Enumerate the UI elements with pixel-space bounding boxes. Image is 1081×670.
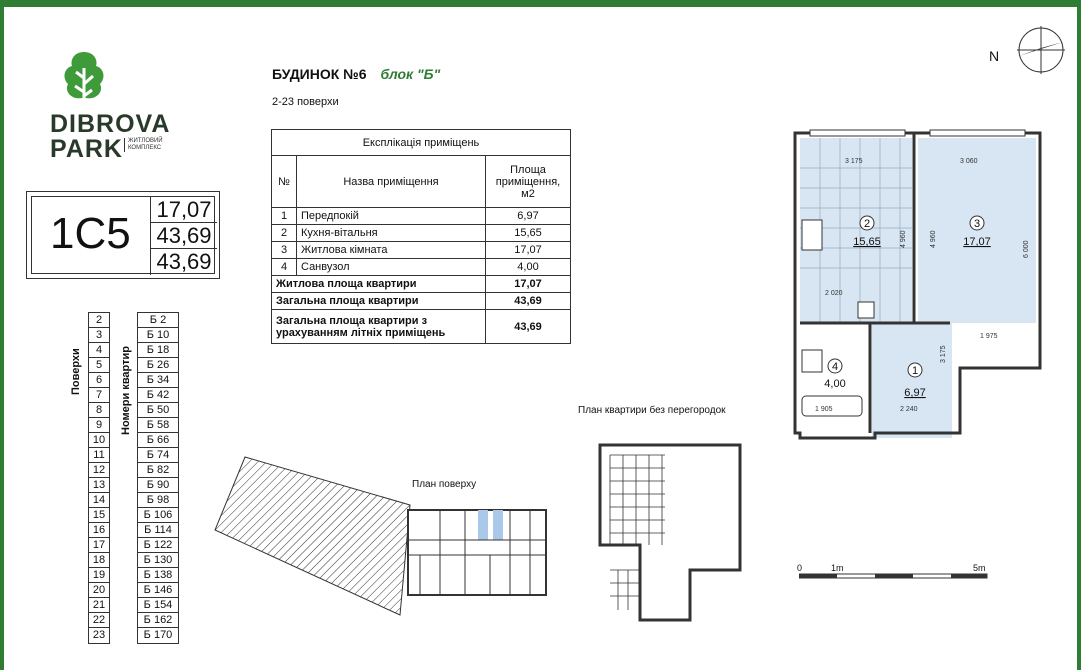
brand-name-line2: PARK — [50, 135, 123, 163]
row-area: 4,00 — [486, 259, 571, 276]
living-area-name: Житлова площа квартири — [272, 276, 486, 293]
apartment-item: Б 98 — [138, 493, 178, 508]
dim-label: 1 975 — [980, 333, 998, 340]
row-no: 2 — [272, 225, 297, 242]
apartment-item: Б 18 — [138, 343, 178, 358]
floors-label: Поверхи — [70, 348, 82, 395]
scale-one: 1m — [831, 563, 844, 573]
room-area: 4,00 — [824, 378, 846, 390]
tree-icon — [56, 48, 112, 108]
floor-item: 5 — [89, 358, 109, 373]
table-row — [272, 259, 571, 276]
row-name: Житлова кімната — [297, 242, 486, 259]
dim-label: 6 000 — [1023, 240, 1030, 258]
floor-item: 19 — [89, 568, 109, 583]
dim-label: 2 020 — [825, 290, 843, 297]
apartment-code-box — [26, 191, 220, 279]
dim-label: 4 960 — [930, 230, 937, 248]
floor-item: 23 — [92, 629, 106, 641]
brand-subtitle: ЖИТЛОВИЙ КОМПЛЕКС — [124, 138, 176, 152]
floor-range: 2-23 поверхи — [272, 96, 339, 108]
floor-item: 8 — [89, 403, 109, 418]
apartment-item: Б 106 — [138, 508, 178, 523]
scale-zero: 0 — [797, 563, 803, 573]
row-area: 6,97 — [486, 208, 571, 225]
col-name-header: Назва приміщення — [297, 156, 486, 208]
col-area-header: Площа приміщення, м2 — [486, 156, 571, 208]
apartment-item: Б 26 — [138, 358, 178, 373]
dim-label: 2 240 — [900, 406, 918, 413]
apartment-item: Б 66 — [138, 433, 178, 448]
row-no: 3 — [272, 242, 297, 259]
scale-five: 5m — [973, 563, 986, 573]
apartment-list — [137, 312, 179, 644]
floor-item: 2 — [89, 313, 109, 328]
row-area: 17,07 — [486, 242, 571, 259]
apartment-item: Б 130 — [138, 553, 178, 568]
compass-north-label: N — [989, 48, 1000, 64]
apartment-item: Б 170 — [143, 629, 173, 641]
table-row — [272, 225, 571, 242]
right-border — [1077, 0, 1081, 670]
living-area-total: 17,07 — [486, 276, 571, 293]
floor-item: 11 — [89, 448, 109, 463]
floor-item: 15 — [89, 508, 109, 523]
floor-item: 6 — [89, 373, 109, 388]
building-heading — [272, 66, 440, 82]
left-border — [0, 0, 4, 670]
table-row — [272, 208, 571, 225]
apartment-item: Б 50 — [138, 403, 178, 418]
row-area: 15,65 — [486, 225, 571, 242]
brand-name-line1: DIBROVA — [50, 110, 171, 138]
apartment-plan — [790, 128, 1042, 468]
compass-icon — [1005, 22, 1075, 78]
table-title: Експлікація приміщень — [272, 130, 571, 156]
total-summer-area-value: 43,69 — [156, 249, 212, 274]
apartment-item: Б 146 — [138, 583, 178, 598]
top-border — [0, 0, 1081, 7]
floor-item: 18 — [89, 553, 109, 568]
total-summer-total: 43,69 — [486, 310, 571, 344]
total-area-total: 43,69 — [486, 293, 571, 310]
apartment-item: Б 34 — [138, 373, 178, 388]
row-no: 1 — [272, 208, 297, 225]
floor-item: 21 — [89, 598, 109, 613]
room-area: 17,07 — [963, 236, 991, 248]
floor-plan-caption: План поверху — [412, 479, 477, 490]
apartment-item: Б 10 — [138, 328, 178, 343]
apartment-item: Б 162 — [138, 613, 178, 628]
floor-item: 7 — [89, 388, 109, 403]
room-number: 2 — [863, 218, 871, 230]
dim-label: 4 960 — [900, 230, 907, 248]
dim-label: 1 905 — [815, 406, 833, 413]
floor-item: 3 — [89, 328, 109, 343]
apartment-code: 1С5 — [50, 209, 131, 258]
rooms-table — [271, 129, 571, 344]
total-area-value: 43,69 — [151, 223, 217, 249]
apartment-item: Б 58 — [138, 418, 178, 433]
apartment-item: Б 138 — [138, 568, 178, 583]
floor-list — [88, 312, 110, 644]
floor-plan-drawing — [210, 450, 555, 620]
room-number: 1 — [911, 365, 919, 377]
apartment-item: Б 154 — [138, 598, 178, 613]
floor-item: 9 — [89, 418, 109, 433]
building-block: блок "Б" — [380, 66, 441, 82]
living-area-value: 17,07 — [151, 197, 217, 223]
floor-item: 20 — [89, 583, 109, 598]
apartment-item: Б 2 — [138, 313, 178, 328]
scale-line — [799, 573, 989, 579]
no-partitions-plan — [590, 440, 750, 630]
room-area: 15,65 — [853, 236, 881, 248]
dim-label: 3 175 — [845, 158, 863, 165]
floor-item: 10 — [89, 433, 109, 448]
floor-item: 22 — [89, 613, 109, 628]
floor-item: 16 — [89, 523, 109, 538]
building-title: БУДИНОК №6 — [272, 66, 367, 82]
table-row — [272, 242, 571, 259]
room-area: 6,97 — [904, 387, 926, 399]
total-area-row — [272, 293, 571, 310]
row-no: 4 — [272, 259, 297, 276]
row-name: Кухня-вітальня — [297, 225, 486, 242]
apartment-item: Б 42 — [138, 388, 178, 403]
floor-item: 4 — [89, 343, 109, 358]
apartment-item: Б 114 — [138, 523, 178, 538]
no-partitions-caption: План квартири без перегородок — [578, 405, 726, 416]
row-name: Санвузол — [297, 259, 486, 276]
floor-item: 17 — [89, 538, 109, 553]
apartments-label: Номери квартир — [120, 346, 132, 435]
room-number: 4 — [831, 361, 839, 373]
dim-label: 3 175 — [940, 345, 947, 363]
floor-item: 14 — [89, 493, 109, 508]
total-summer-name: Загальна площа квартири з урахуванням літніх приміщень — [272, 310, 486, 344]
col-no-header: № — [272, 156, 297, 208]
total-summer-row — [272, 310, 571, 344]
row-name: Передпокій — [297, 208, 486, 225]
apartment-item: Б 82 — [138, 463, 178, 478]
room-number: 3 — [973, 218, 981, 230]
living-area-row — [272, 276, 571, 293]
apartment-item: Б 122 — [138, 538, 178, 553]
floor-item: 13 — [89, 478, 109, 493]
dim-label: 3 060 — [960, 158, 978, 165]
floor-item: 12 — [89, 463, 109, 478]
total-area-name: Загальна площа квартири — [272, 293, 486, 310]
apartment-item: Б 90 — [138, 478, 178, 493]
apartment-item: Б 74 — [138, 448, 178, 463]
